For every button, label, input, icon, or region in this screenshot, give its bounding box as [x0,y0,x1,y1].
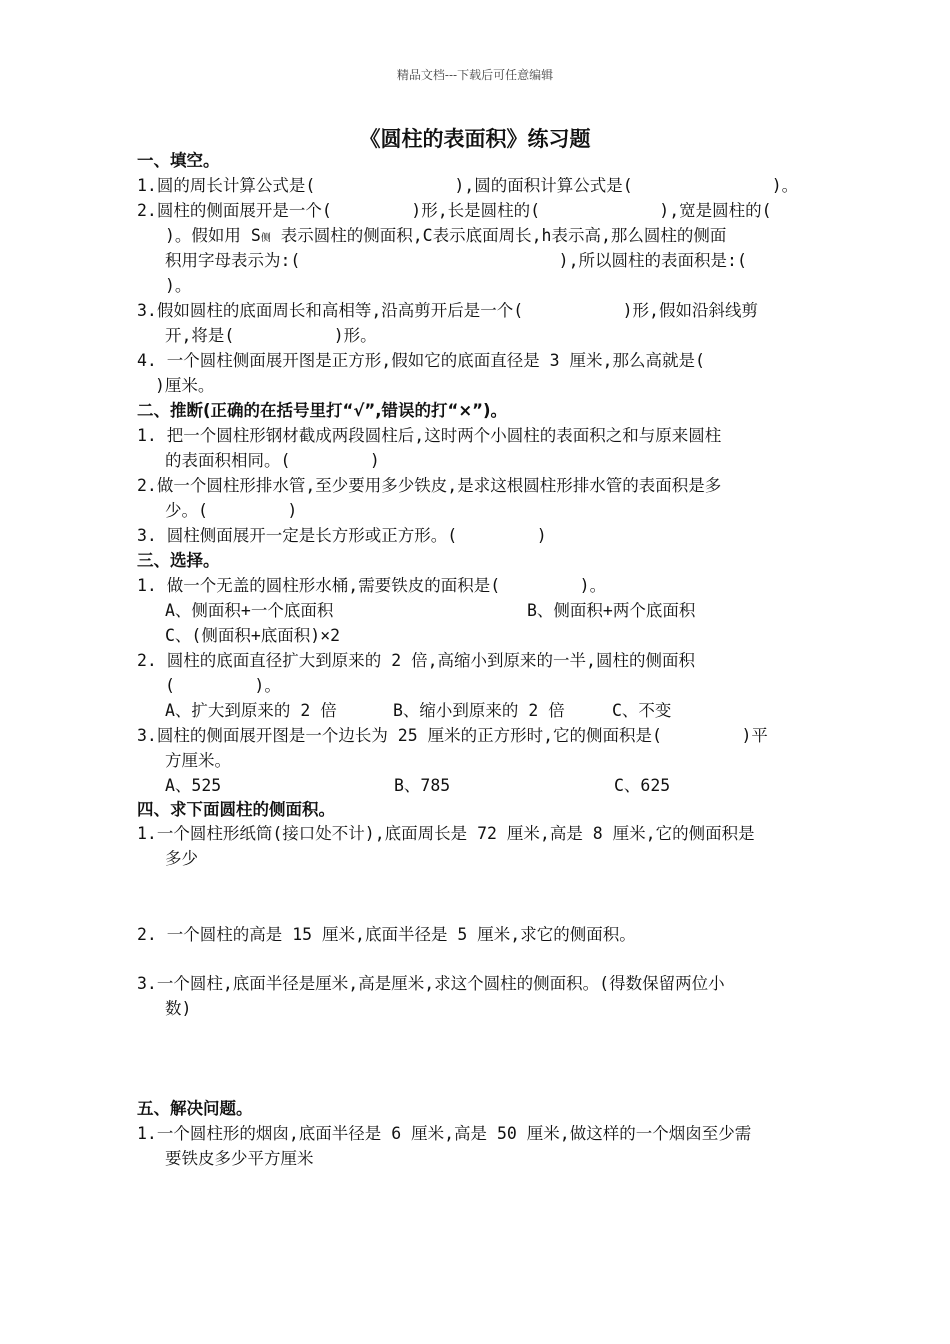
document-title: 《圆柱的表面积》练习题 [359,127,591,151]
s3-q3-line1: 3.圆柱的侧面展开图是一个边长为 25 厘米的正方形时,它的侧面积是( )平 [137,726,768,745]
s4-q3-line1: 3.一个圆柱,底面半径是厘米,高是厘米,求这个圆柱的侧面积。(得数保留两位小 [137,974,725,993]
s3-q3-option-a: A、525 [165,776,222,795]
s1-q2-line4: )。 [165,276,192,295]
s3-q2-option-b: B、缩小到原来的 2 倍 [393,701,565,720]
s1-q3-line2: 开,将是( )形。 [165,326,377,345]
s5-q1-line2: 要铁皮多少平方厘米 [165,1149,314,1168]
section-4-heading: 四、求下面圆柱的侧面积。 [137,800,335,819]
section-2-heading: 二、推断(正确的在括号里打“√”,错误的打“×”)。 [137,401,508,420]
s3-q3-line2: 方厘米。 [165,751,231,770]
s3-q1: 1. 做一个无盖的圆柱形水桶,需要铁皮的面积是( )。 [137,576,607,595]
s3-q2-option-a: A、扩大到原来的 2 倍 [165,701,337,720]
s3-q3-option-b: B、785 [394,776,451,795]
s1-q4-line2: )厘米。 [155,376,215,395]
s1-q2-line1: 2.圆柱的侧面展开是一个( )形,长是圆柱的( ),宽是圆柱的( [137,201,772,220]
section-1-heading: 一、填空。 [137,151,220,170]
s5-q1-line1: 1.一个圆柱形的烟囱,底面半径是 6 厘米,高是 50 厘米,做这样的一个烟囱至少需 [137,1124,752,1143]
s3-q1-option-a: A、侧面积+一个底面积 [165,601,334,620]
s2-q1-line2: 的表面积相同。( ) [165,451,380,470]
s4-q1-line2: 多少 [165,849,198,868]
s3-q2-line1: 2. 圆柱的底面直径扩大到原来的 2 倍,高缩小到原来的一半,圆柱的侧面积 [137,651,695,670]
s4-q2: 2. 一个圆柱的高是 15 厘米,底面半径是 5 厘米,求它的侧面积。 [137,925,636,944]
s1-q2-line2: )。假如用 S侧 表示圆柱的侧面积,C表示底面周长,h表示高,那么圆柱的侧面 [165,226,727,245]
s2-q2-line2: 少。( ) [165,501,298,520]
section-3-heading: 三、选择。 [137,551,220,570]
section-5-heading: 五、解决问题。 [137,1099,253,1118]
s3-q2-option-c: C、不变 [612,701,672,720]
s1-q1: 1.圆的周长计算公式是( ),圆的面积计算公式是( )。 [137,176,799,195]
s4-q1-line1: 1.一个圆柱形纸筒(接口处不计),底面周长是 72 厘米,高是 8 厘米,它的侧面积是 [137,824,755,843]
s4-q3-line2: 数) [165,999,192,1018]
s2-q1-line1: 1. 把一个圆柱形钢材截成两段圆柱后,这时两个小圆柱的表面积之和与原来圆柱 [137,426,722,445]
s2-q3: 3. 圆柱侧面展开一定是长方形或正方形。( ) [137,526,547,545]
s2-q2-line1: 2.做一个圆柱形排水管,至少要用多少铁皮,是求这根圆柱形排水管的表面积是多 [137,476,722,495]
s1-q3-line1: 3.假如圆柱的底面周长和高相等,沿高剪开后是一个( )形,假如沿斜线剪 [137,301,758,320]
s3-q3-option-c: C、625 [614,776,671,795]
s3-q1-option-b: B、侧面积+两个底面积 [527,601,696,620]
s3-q2-line2: ( )。 [165,676,281,695]
page-header: 精品文档---下载后可任意编辑 [396,68,554,82]
s1-q2-line3: 积用字母表示为:( ),所以圆柱的表面积是:( [165,251,747,270]
s3-q1-option-c: C、(侧面积+底面积)×2 [165,626,341,645]
s1-q4-line1: 4. 一个圆柱侧面展开图是正方形,假如它的底面直径是 3 厘米,那么高就是( [137,351,705,370]
